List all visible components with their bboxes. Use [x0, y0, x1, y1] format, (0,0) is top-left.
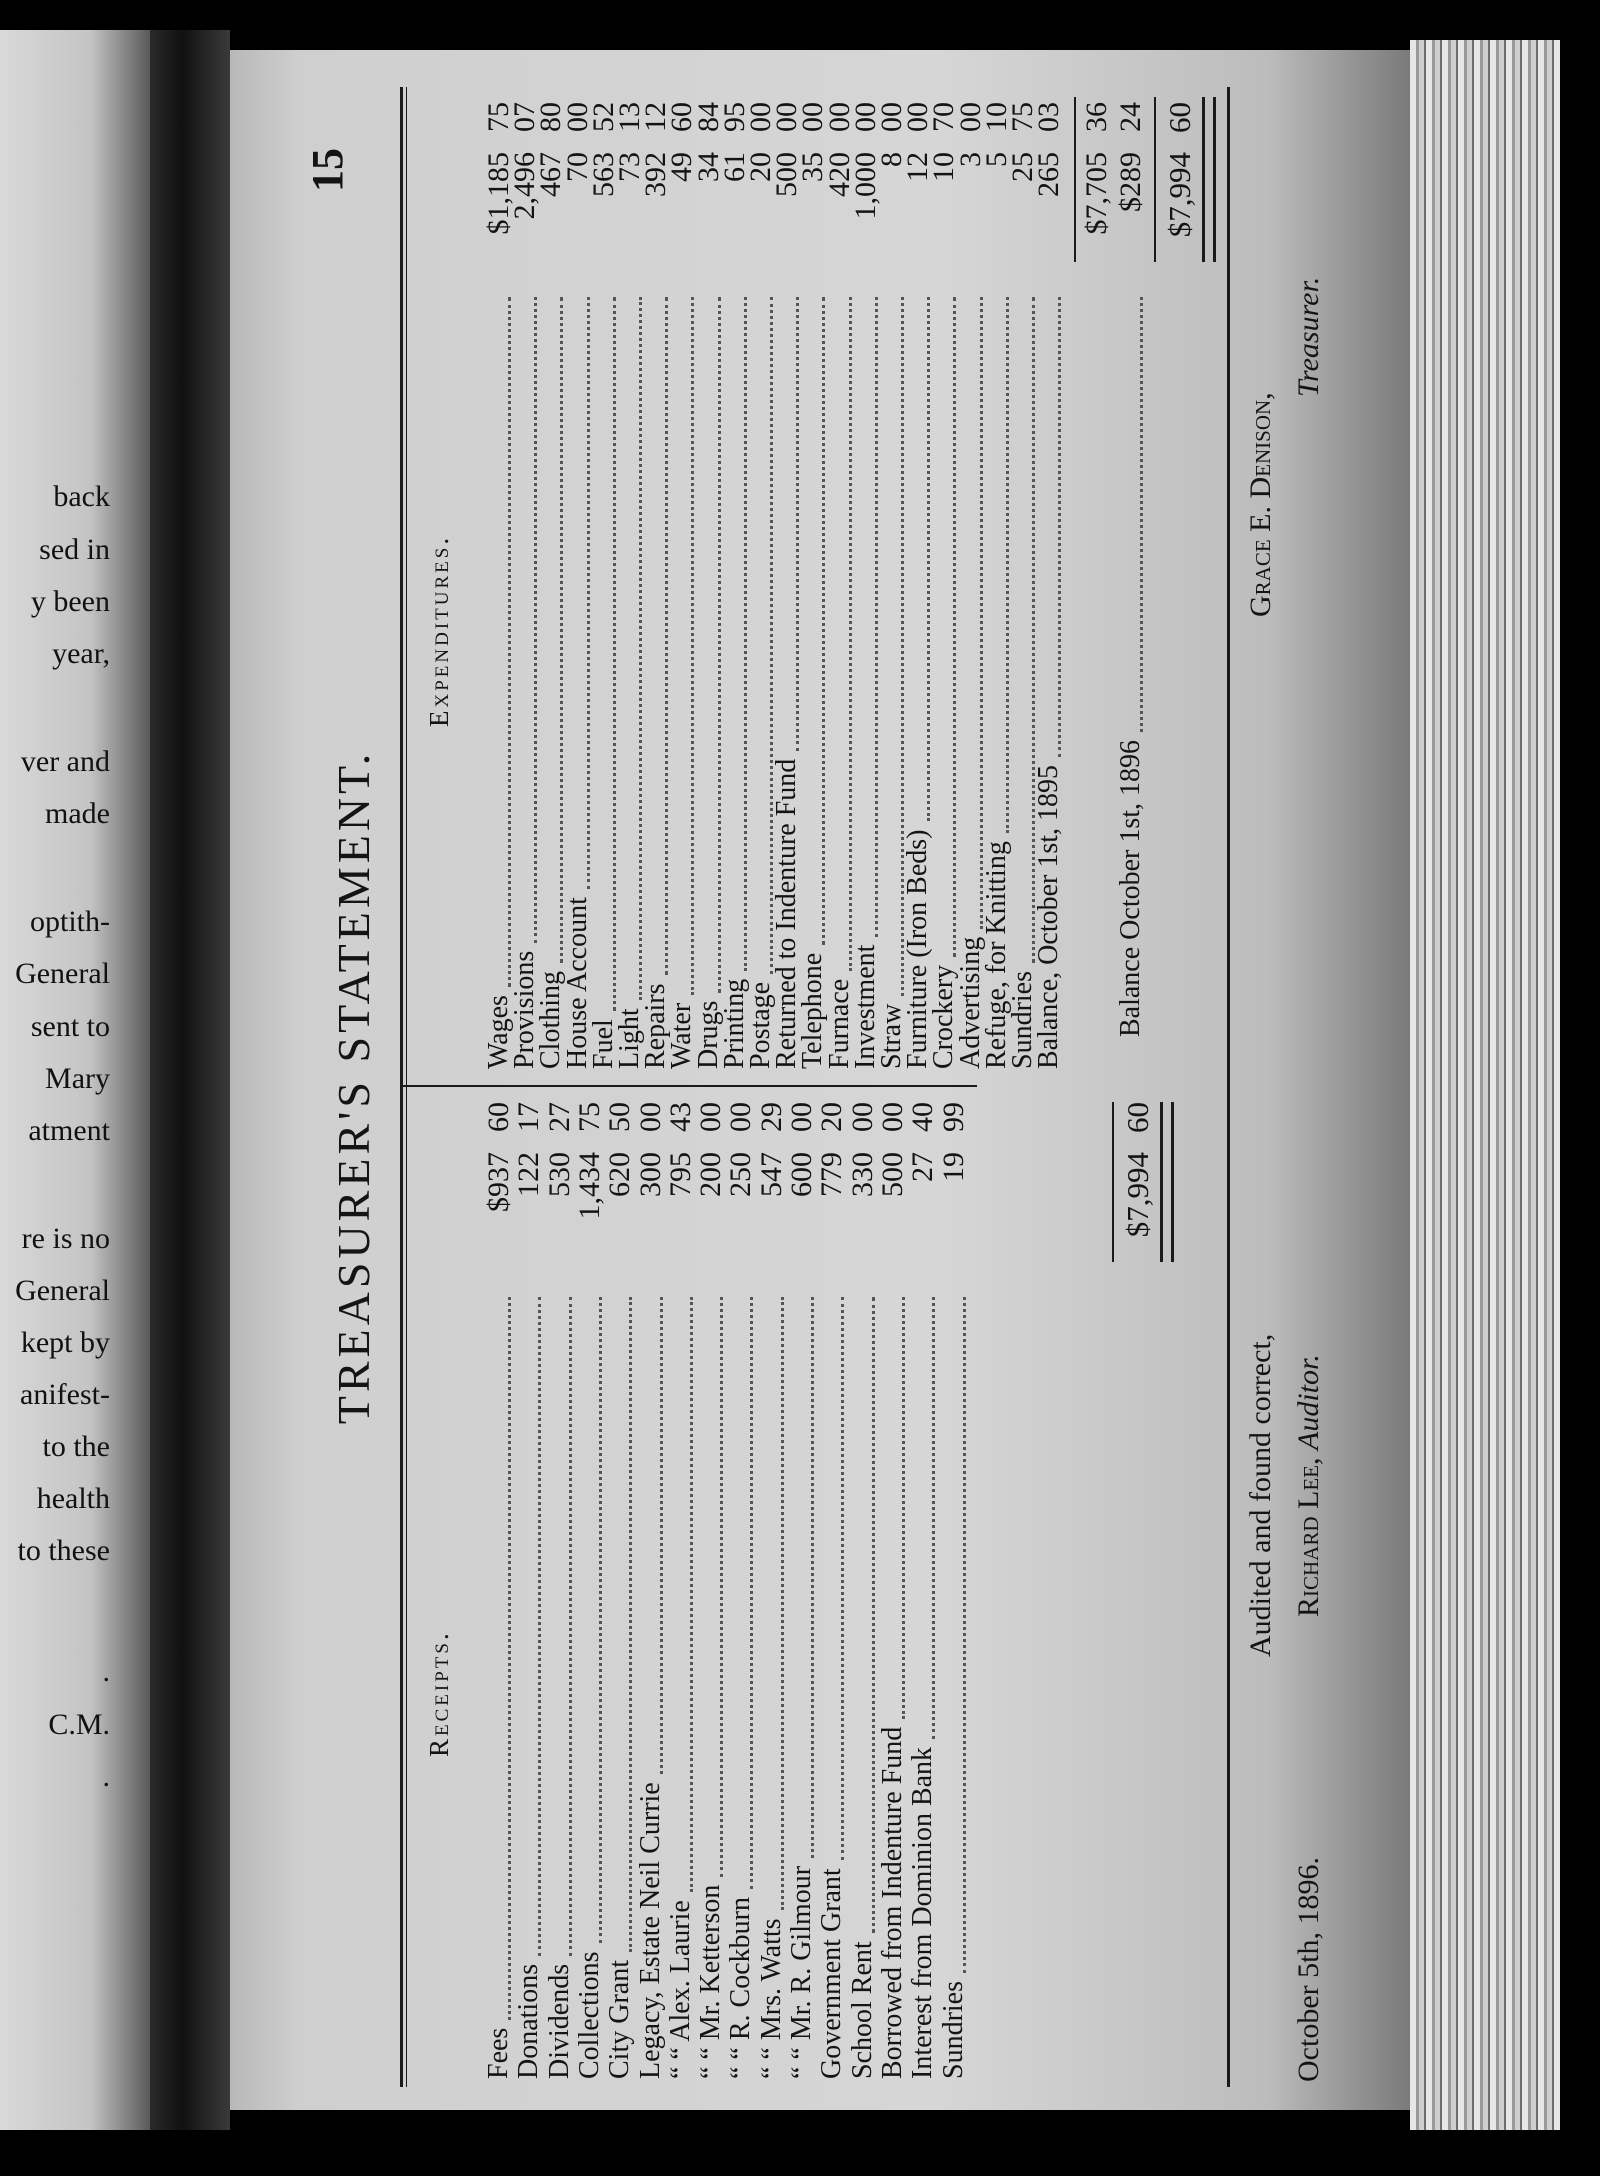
item-label: Water [666, 1002, 698, 1069]
item-dollars: 300 [633, 1152, 667, 1197]
top-rule-thin [406, 87, 407, 2087]
item-cents: 29 [754, 1102, 788, 1132]
receipts-total-double-rule [1160, 1102, 1174, 1262]
item-cents: 00 [875, 102, 908, 132]
item-dollars: 265 [1032, 152, 1066, 197]
item-cents: 75 [572, 1102, 606, 1132]
item-label: Telephone [797, 952, 829, 1069]
item-label: School Rent [846, 1941, 878, 2079]
item-dollars: 250 [724, 1152, 758, 1197]
item-dollars: 61 [717, 152, 751, 182]
item-dollars: 1,000 [848, 152, 882, 220]
expenditures-total-double-rule [1202, 97, 1216, 262]
item-dollars: 547 [754, 1152, 788, 1197]
item-cents: 20 [815, 1102, 849, 1132]
item-label: Light [614, 1008, 645, 1069]
facing-page-fragment: to the [42, 1430, 110, 1463]
item-label: Interest from Dominion Bank [907, 1746, 939, 2079]
receipts-total-dollars: $7,994 [1120, 1152, 1155, 1238]
item-dollars: 563 [586, 152, 620, 197]
item-dollars: 34 [691, 152, 725, 182]
facing-page-fragment: . [102, 1655, 110, 1688]
item-cents: 00 [785, 1102, 818, 1132]
item-dollars: 600 [785, 1152, 818, 1197]
item-label: Crockery [928, 964, 960, 1069]
item-label: City Grant [604, 1960, 636, 2079]
item-dollars: 467 [534, 152, 568, 197]
item-cents: 52 [586, 102, 620, 132]
item-cents: 12 [639, 102, 673, 132]
treasurers-statement [282, 87, 1362, 2087]
expenditures-total-rule [1154, 97, 1156, 262]
item-label: Legacy, Estate Neil Currie [634, 1782, 666, 2079]
item-cents: 99 [936, 1102, 970, 1132]
facing-page-fragment: sent to [30, 1010, 110, 1043]
item-dollars: 73 [613, 152, 646, 182]
balance-label: Balance October 1st, 1896 [1115, 739, 1146, 1037]
top-rule [400, 87, 403, 2087]
audit-date: October 5th, 1896. [1292, 1857, 1325, 2082]
item-cents: 10 [979, 102, 1013, 132]
item-dollars: 500 [770, 152, 804, 197]
item-label: Fees [483, 2027, 514, 2079]
item-dollars: 35 [796, 152, 830, 182]
item-label: Straw [876, 1003, 907, 1069]
item-dollars: 8 [875, 152, 908, 167]
item-cents: 00 [724, 1102, 758, 1132]
item-dollars: 420 [822, 152, 856, 197]
facing-page-fragment: health [36, 1482, 110, 1515]
item-cents: 95 [717, 102, 751, 132]
item-label: Borrowed from Indenture Fund [876, 1726, 908, 2079]
item-dollars: 27 [906, 1152, 940, 1182]
item-label: “ “ Mr. Ketterson [695, 1884, 727, 2079]
facing-page-fragment: General [15, 1274, 110, 1307]
statement-title: TREASURER'S STATEMENT. [328, 749, 379, 1425]
item-cents: 13 [613, 102, 646, 132]
item-cents: 40 [906, 1102, 940, 1132]
item-dollars: 3 [953, 152, 987, 167]
item-dollars: 49 [665, 152, 699, 182]
item-cents: 27 [542, 1102, 576, 1132]
facing-page-fragment: made [45, 797, 110, 830]
item-dollars: 392 [639, 152, 673, 197]
item-label: Drugs [692, 1000, 724, 1069]
item-cents: 00 [694, 1102, 728, 1132]
expenditures-subtotal-dollars: $7,705 [1080, 152, 1113, 235]
treasurer-name: Grace E. Denison, [1244, 392, 1277, 617]
leader-dots [1024, 297, 1061, 757]
expenditure-row [1032, 87, 1066, 2087]
item-label: Returned to Indenture Fund [771, 758, 803, 1069]
book-gutter [150, 30, 230, 2130]
item-dollars: 500 [875, 1152, 909, 1197]
expenditures-total-cents: 60 [1162, 102, 1197, 133]
receipts-heading: Receipts. [424, 1630, 454, 1757]
item-cents: 00 [901, 102, 935, 132]
item-label: Wages [483, 995, 514, 1069]
auditor-title: Auditor. [1292, 1354, 1325, 1450]
item-dollars: 20 [744, 152, 777, 182]
page-edges [1410, 40, 1560, 2130]
item-label: Donations [513, 1963, 545, 2079]
item-label: Furnace [823, 978, 855, 1069]
facing-page-fragment: re is no [21, 1222, 110, 1255]
item-cents: 00 [560, 102, 594, 132]
expenditures-subtotal-cents: 36 [1080, 102, 1113, 132]
audited-note: Audited and found correct, [1244, 1333, 1277, 1657]
item-dollars: 10 [927, 152, 961, 182]
item-cents: 00 [770, 102, 804, 132]
facing-page-fragment: to these [17, 1534, 110, 1567]
facing-page-fragment: y been [30, 585, 110, 618]
item-dollars: 530 [542, 1152, 576, 1197]
item-dollars: 620 [603, 1152, 637, 1197]
bottom-rule [1227, 87, 1230, 2087]
item-dollars: $937 [482, 1152, 515, 1212]
item-label: “ “ Alex. Laurie [664, 1900, 696, 2079]
item-cents: 50 [603, 1102, 637, 1132]
item-dollars: 5 [979, 152, 1013, 167]
item-dollars: 25 [1006, 152, 1039, 182]
balance-cents: 24 [1114, 102, 1147, 132]
item-cents: 80 [534, 102, 568, 132]
auditor-name: Richard Lee, [1292, 1457, 1325, 1617]
facing-page-fragment: year, [52, 637, 110, 670]
item-dollars: 1,434 [572, 1152, 606, 1220]
item-dollars: 122 [512, 1152, 546, 1197]
facing-page-fragment: optith- [30, 905, 110, 938]
item-label: Advertising [954, 936, 986, 1069]
item-cents: 60 [482, 1102, 515, 1132]
item-label: Sundries [1007, 971, 1038, 1069]
item-dollars: 2,496 [508, 152, 542, 220]
item-dollars: 19 [936, 1152, 970, 1182]
item-cents: 03 [1032, 102, 1066, 132]
facing-page-fragment: . [102, 1760, 110, 1793]
expenditures-total-dollars: $7,994 [1162, 152, 1197, 238]
item-label: Printing [718, 978, 750, 1069]
item-label: Postage [745, 981, 776, 1069]
item-label: Refuge, for Knitting [980, 841, 1012, 1069]
item-label: “ “ R. Cockburn [725, 1897, 757, 2079]
item-cents: 00 [848, 102, 882, 132]
item-label: Government Grant [816, 1868, 848, 2079]
item-label: House Account [561, 897, 593, 1069]
item-dollars: 12 [901, 152, 935, 182]
item-dollars: 795 [663, 1152, 697, 1197]
item-label: “ “ Mrs. Watts [755, 1918, 787, 2079]
facing-page-fragment: anifest- [20, 1378, 110, 1411]
item-dollars: 200 [694, 1152, 728, 1197]
balance-row [1114, 87, 1148, 2087]
facing-page-fragment: ver and [20, 745, 110, 778]
item-cents: 70 [927, 102, 961, 132]
item-cents: 00 [822, 102, 856, 132]
item-cents: 00 [953, 102, 987, 132]
facing-page-fragment: Mary [45, 1062, 110, 1095]
item-cents: 00 [633, 1102, 667, 1132]
item-label: Investment [849, 944, 881, 1069]
item-label: Clothing [535, 970, 567, 1069]
item-cents: 00 [796, 102, 830, 132]
facing-page-fragment: sed in [39, 533, 110, 566]
item-cents: 60 [665, 102, 699, 132]
page-number: 15 [303, 148, 352, 192]
facing-page-fragment: atment [28, 1114, 110, 1147]
item-label: “ “ Mr. R. Gilmour [786, 1865, 817, 2079]
item-label: Dividends [543, 1963, 575, 2079]
facing-page-fragment: C.M. [48, 1708, 110, 1741]
leader-dots [1106, 297, 1143, 732]
item-dollars: 779 [815, 1152, 849, 1197]
item-cents: 00 [845, 1102, 879, 1132]
facing-page-fragment: back [53, 480, 110, 513]
item-cents: 00 [875, 1102, 909, 1132]
item-label: Furniture (Iron Beds) [902, 829, 934, 1069]
expenditures-heading: Expenditures. [424, 534, 454, 727]
item-label: Fuel [587, 1019, 619, 1069]
item-cents: 17 [512, 1102, 546, 1132]
item-label: Sundries [937, 1981, 969, 2079]
item-cents: 43 [663, 1102, 697, 1132]
receipts-total-cents: 60 [1120, 1102, 1155, 1133]
item-dollars: 70 [560, 152, 594, 182]
treasurer-title: Treasurer. [1292, 276, 1325, 397]
item-cents: 07 [508, 102, 542, 132]
item-cents: 75 [1006, 102, 1039, 132]
facing-page-fragment: kept by [20, 1326, 110, 1359]
item-label: Provisions [509, 950, 541, 1069]
item-cents: 84 [691, 102, 725, 132]
item-label: Collections [573, 1951, 605, 2079]
item-cents: 75 [482, 102, 515, 132]
facing-page-fragment: General [15, 957, 110, 990]
item-label: Repairs [640, 983, 672, 1069]
item-cents: 00 [744, 102, 777, 132]
balance-dollars: $289 [1114, 152, 1147, 212]
expenditures-subtotal-rule [1074, 97, 1076, 262]
item-label: Balance, October 1st, 1895 [1033, 764, 1065, 1069]
item-dollars: $1,185 [482, 152, 515, 235]
item-dollars: 330 [845, 1152, 879, 1197]
auditor-signature [1292, 1354, 1326, 1617]
